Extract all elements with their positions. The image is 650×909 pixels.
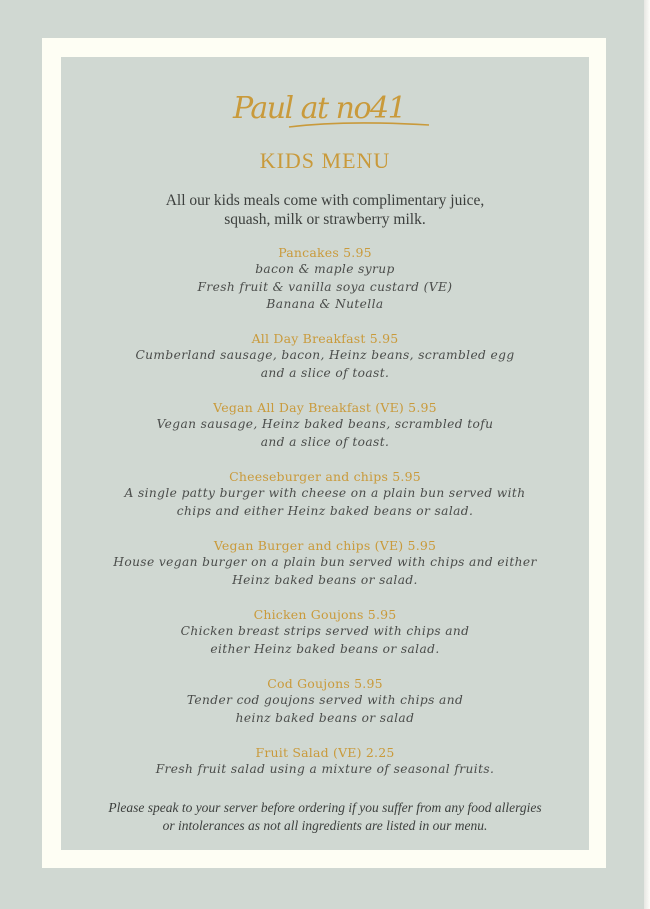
description-line: and a slice of toast. <box>260 434 390 449</box>
allergy-notice <box>61 799 589 835</box>
allergy-notice-line: Please speak to your server before ordering if you suffer from any food allergies <box>108 800 542 815</box>
menu-item-description <box>61 554 589 589</box>
description-line: chips and either Heinz baked beans or salad. <box>176 503 474 518</box>
logo-text: Paul at no41 <box>233 91 406 126</box>
menu-item-vegan-burger <box>61 537 589 589</box>
description-line: heinz baked beans or salad <box>235 710 415 725</box>
menu-item-name: Cheeseburger and chips 5.95 <box>229 469 421 484</box>
menu-item-name: Vegan All Day Breakfast (VE) 5.95 <box>213 400 437 415</box>
page-edge-shadow <box>644 0 650 909</box>
menu-item-name: Fruit Salad (VE) 2.25 <box>255 745 395 760</box>
description-line: Cumberland sausage, bacon, Heinz beans, scrambled egg <box>135 348 515 362</box>
description-line: Chicken breast strips served with chips and <box>180 624 470 638</box>
menu-content-panel <box>61 57 589 850</box>
description-line: A single patty burger with cheese on a plain bun served with <box>124 486 526 500</box>
description-line: House vegan burger on a plain bun served with chips and either <box>113 555 537 569</box>
menu-item-description <box>61 485 589 520</box>
menu-item-fruit-salad <box>61 744 589 779</box>
description-line: Fresh fruit salad using a mixture of seasonal fruits. <box>155 762 495 776</box>
menu-item-vegan-breakfast <box>61 399 589 451</box>
page-title: KIDS MENU <box>259 148 391 173</box>
description-line: Vegan sausage, Heinz baked beans, scrambled tofu <box>156 417 494 431</box>
menu-item-all-day-breakfast <box>61 330 589 382</box>
restaurant-logo <box>229 84 431 136</box>
description-line: Banana & Nutella <box>266 297 384 311</box>
menu-item-cheeseburger <box>61 468 589 520</box>
allergy-notice-line: or intolerances as not all ingredients are listed in our menu. <box>162 818 488 833</box>
description-line: bacon & maple syrup <box>255 262 395 276</box>
description-line: Tender cod goujons served with chips and <box>186 693 464 707</box>
menu-item-pancakes <box>61 244 589 314</box>
menu-item-name: Cod Goujons 5.95 <box>267 676 383 691</box>
description-line: either Heinz baked beans or salad. <box>210 641 440 656</box>
intro-line: squash, milk or strawberry milk. <box>224 211 426 228</box>
menu-item-description <box>61 623 589 658</box>
menu-item-description <box>61 347 589 382</box>
intro-text <box>61 191 589 229</box>
menu-item-description <box>61 692 589 727</box>
menu-item-description <box>61 261 589 314</box>
description-line: Heinz baked beans or salad. <box>232 572 418 587</box>
menu-item-name: Pancakes 5.95 <box>278 245 372 260</box>
description-line: Fresh fruit & vanilla soya custard (VE) <box>197 279 453 294</box>
menu-item-description <box>61 761 589 779</box>
description-line: and a slice of toast. <box>260 365 390 380</box>
menu-item-name: Chicken Goujons 5.95 <box>253 607 397 622</box>
menu-item-cod-goujons <box>61 675 589 727</box>
intro-line: All our kids meals come with complimentary juice, <box>165 192 485 209</box>
menu-item-name: Vegan Burger and chips (VE) 5.95 <box>213 538 437 553</box>
menu-item-chicken-goujons <box>61 606 589 658</box>
menu-item-description <box>61 416 589 451</box>
menu-item-name: All Day Breakfast 5.95 <box>251 331 399 346</box>
